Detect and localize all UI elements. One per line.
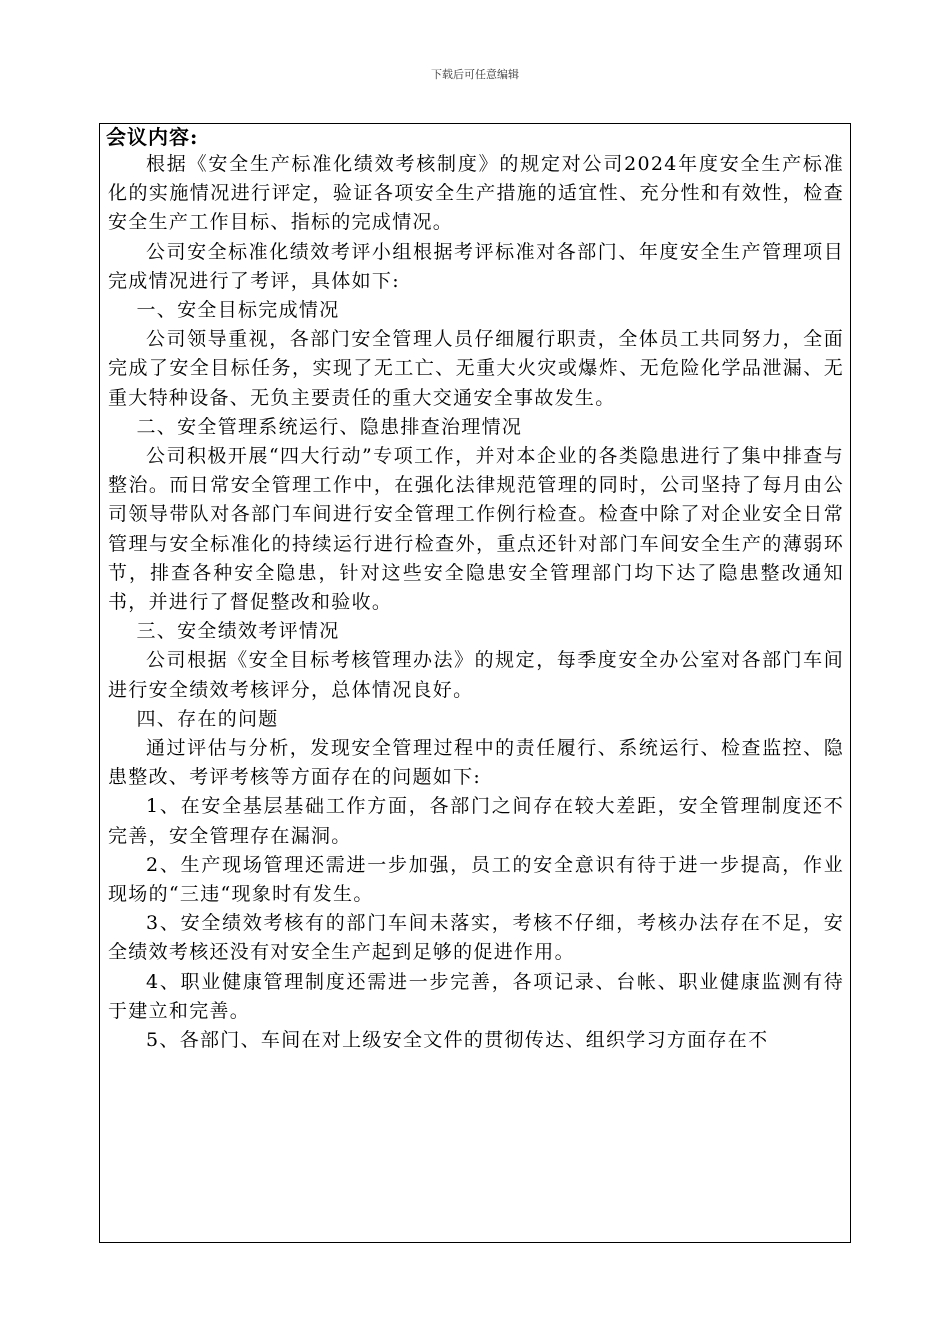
paragraph: 通过评估与分析，发现安全管理过程中的责任履行、系统运行、检查监控、隐患整改、考评考核等方面存在的问题如下: <box>108 737 844 789</box>
paragraph: 公司领导重视，各部门安全管理人员仔细履行职责，全体员工共同努力，全面完成了安全目标任务，实现了无工亡、无重大火灾或爆炸、无危险化学品泄漏、无重大特种设备、无负主要责任的重大交通安全事故发生。 <box>108 328 844 409</box>
paragraph: 公司根据《安全目标考核管理办法》的规定，每季度安全办公室对各部门车间进行安全绩效考核评分，总体情况良好。 <box>108 649 844 701</box>
section-heading: 二、安全管理系统运行、隐患排查治理情况 <box>136 415 523 438</box>
content-body <box>108 150 844 1055</box>
list-item: 4、职业健康管理制度还需进一步完善，各项记录、台帐、职业健康监测有待于建立和完善。 <box>108 970 844 1022</box>
box-title: 会议内容: <box>106 125 199 149</box>
meeting-content-box <box>99 123 851 1243</box>
page-header-note: 下载后可任意编辑 <box>431 68 519 81</box>
section-heading: 三、安全绩效考评情况 <box>136 620 340 643</box>
paragraph: 根据《安全生产标准化绩效考核制度》的规定对公司2024年度安全生产标准化的实施情况进行评定，验证各项安全生产措施的适宜性、充分性和有效性，检查安全生产工作目标、指标的完成情况。 <box>108 153 844 234</box>
list-item: 3、安全绩效考核有的部门车间未落实，考核不仔细，考核办法存在不足，安全绩效考核还没有对安全生产起到足够的促进作用。 <box>108 912 844 964</box>
list-item: 1、在安全基层基础工作方面，各部门之间存在较大差距，安全管理制度还不完善，安全管理存在漏洞。 <box>108 795 844 847</box>
paragraph: 公司积极开展“四大行动”专项工作，并对本企业的各类隐患进行了集中排查与整治。而日常安全管理工作中，在强化法律规范管理的同时，公司坚持了每月由公司领导带队对各部门车间进行安全管理工作例行检查。检查中除了对企业安全日常管理与安全标准化的持续运行进行检查外，重点还针对部门车间安全生产的薄弱环节，排查各种安全隐患，针对这些安全隐患安全管理部门均下达了隐患整改通知书，并进行了督促整改和验收。 <box>108 445 844 614</box>
list-item: 2、生产现场管理还需进一步加强，员工的安全意识有待于进一步提高，作业现场的“三违“现象时有发生。 <box>108 853 844 906</box>
section-heading: 四、存在的问题 <box>136 707 279 730</box>
section-heading: 一、安全目标完成情况 <box>136 299 340 322</box>
list-item: 5、各部门、车间在对上级安全文件的贯彻传达、组织学习方面存在不 <box>146 1029 769 1052</box>
paragraph: 公司安全标准化绩效考评小组根据考评标准对各部门、年度安全生产管理项目完成情况进行了考评，具体如下: <box>108 240 844 292</box>
